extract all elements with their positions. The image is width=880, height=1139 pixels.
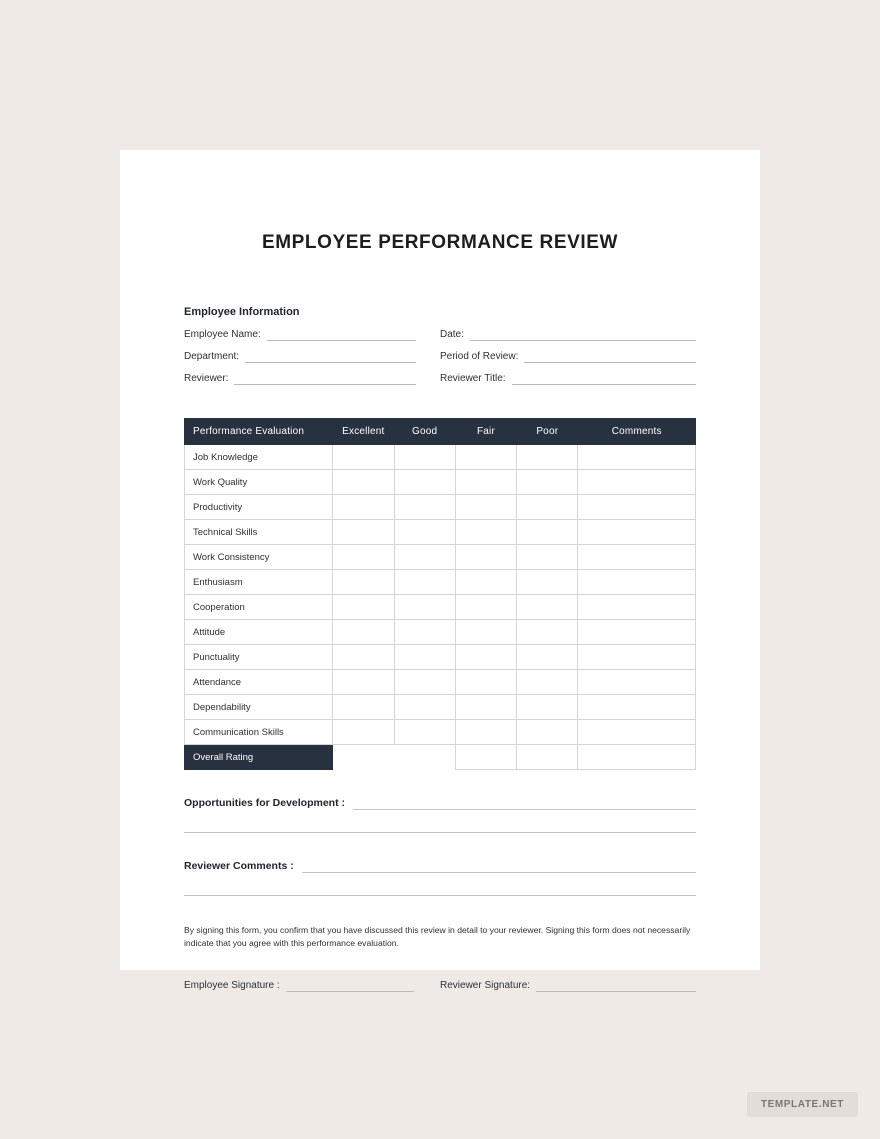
field-input-employee-signature[interactable] [286, 979, 414, 992]
info-row [184, 372, 696, 385]
performance-evaluation-table [184, 418, 696, 770]
rating-cell-good[interactable] [394, 670, 455, 695]
column-header-fair: Fair [455, 419, 516, 445]
rating-cell-excellent[interactable] [333, 695, 394, 720]
overall-rating-label: Overall Rating [185, 745, 333, 770]
reviewer-comments-input-line-2[interactable] [184, 873, 696, 896]
field-input-date[interactable] [470, 328, 696, 341]
rating-cell-fair[interactable] [455, 720, 516, 745]
rating-cell-fair[interactable] [455, 545, 516, 570]
comments-cell[interactable] [578, 545, 696, 570]
comments-cell[interactable] [578, 695, 696, 720]
rating-cell-poor[interactable] [517, 670, 578, 695]
field-employee-name[interactable] [184, 328, 440, 341]
column-header-good: Good [394, 419, 455, 445]
criterion-label: Cooperation [185, 595, 333, 620]
field-label-reviewer: Reviewer: [184, 373, 229, 384]
rating-cell-fair[interactable] [455, 520, 516, 545]
overall-rating-cell-good[interactable] [394, 745, 455, 770]
rating-cell-poor[interactable] [517, 720, 578, 745]
rating-cell-good[interactable] [394, 645, 455, 670]
rating-cell-poor[interactable] [517, 470, 578, 495]
rating-cell-fair[interactable] [455, 595, 516, 620]
reviewer-comments-label: Reviewer Comments : [184, 860, 294, 872]
field-label-employee-name: Employee Name: [184, 329, 261, 340]
criterion-label: Punctuality [185, 645, 333, 670]
column-header-performance-evaluation: Performance Evaluation [185, 419, 333, 445]
table-row [185, 520, 696, 545]
column-header-excellent: Excellent [333, 419, 394, 445]
field-reviewer[interactable] [184, 372, 440, 385]
rating-cell-poor[interactable] [517, 645, 578, 670]
rating-cell-poor[interactable] [517, 620, 578, 645]
field-input-department[interactable] [245, 350, 416, 363]
table-row [185, 545, 696, 570]
rating-cell-excellent[interactable] [333, 620, 394, 645]
field-label-department: Department: [184, 351, 240, 362]
table-row [185, 570, 696, 595]
document-sheet [120, 150, 760, 991]
employee-information-fields [184, 328, 696, 394]
field-input-period-of-review[interactable] [524, 350, 696, 363]
rating-cell-good[interactable] [394, 495, 455, 520]
rating-cell-excellent[interactable] [333, 470, 394, 495]
rating-cell-excellent[interactable] [333, 545, 394, 570]
field-employee-signature[interactable] [184, 979, 440, 992]
field-date[interactable] [440, 328, 696, 341]
rating-cell-excellent[interactable] [333, 570, 394, 595]
column-header-comments: Comments [578, 419, 696, 445]
rating-cell-fair[interactable] [455, 470, 516, 495]
page-title: EMPLOYEE PERFORMANCE REVIEW [261, 232, 619, 253]
rating-cell-excellent[interactable] [333, 520, 394, 545]
criterion-label: Attitude [185, 620, 333, 645]
comments-cell[interactable] [578, 495, 696, 520]
rating-cell-excellent[interactable] [333, 670, 394, 695]
field-label-date: Date: [440, 329, 464, 340]
reviewer-comments-head [184, 859, 696, 873]
field-label-period-of-review: Period of Review: [440, 351, 519, 362]
comments-cell[interactable] [578, 720, 696, 745]
rating-cell-good[interactable] [394, 520, 455, 545]
field-input-reviewer-signature[interactable] [536, 979, 696, 992]
rating-cell-excellent[interactable] [333, 645, 394, 670]
signature-disclaimer: By signing this form, you confirm that you have discussed this review in detail to your reviewer. Signing this form does not necessarily indicate that you agree with this performance evaluation. [184, 925, 691, 948]
field-label-reviewer-title: Reviewer Title: [440, 373, 506, 384]
rating-cell-excellent[interactable] [333, 495, 394, 520]
field-reviewer-signature[interactable] [440, 979, 696, 992]
rating-cell-poor[interactable] [517, 520, 578, 545]
comments-cell[interactable] [578, 570, 696, 595]
rating-cell-good[interactable] [394, 445, 455, 470]
info-row [184, 328, 696, 341]
rating-cell-good[interactable] [394, 695, 455, 720]
rating-cell-poor[interactable] [517, 445, 578, 470]
column-header-poor: Poor [517, 419, 578, 445]
reviewer-comments-block [184, 859, 696, 896]
rating-cell-good[interactable] [394, 545, 455, 570]
field-input-reviewer[interactable] [234, 372, 416, 385]
table-row-overall-rating [185, 745, 696, 770]
rating-cell-fair[interactable] [455, 495, 516, 520]
table-row [185, 470, 696, 495]
table-header-row [185, 419, 696, 445]
criterion-label: Attendance [185, 670, 333, 695]
rating-cell-fair[interactable] [455, 620, 516, 645]
info-row [184, 350, 696, 363]
overall-rating-comments-cell[interactable] [578, 745, 696, 770]
reviewer-comments-input-line-1[interactable] [302, 860, 696, 873]
rating-cell-fair[interactable] [455, 645, 516, 670]
rating-cell-poor[interactable] [517, 570, 578, 595]
rating-cell-good[interactable] [394, 620, 455, 645]
table-row [185, 595, 696, 620]
rating-cell-poor[interactable] [517, 495, 578, 520]
criterion-label: Job Knowledge [185, 445, 333, 470]
field-label-employee-signature: Employee Signature : [184, 980, 280, 991]
rating-cell-poor[interactable] [517, 545, 578, 570]
rating-cell-good[interactable] [394, 720, 455, 745]
criterion-label: Work Consistency [185, 545, 333, 570]
comments-cell[interactable] [578, 670, 696, 695]
field-department[interactable] [184, 350, 440, 363]
rating-cell-excellent[interactable] [333, 720, 394, 745]
comments-cell[interactable] [578, 520, 696, 545]
table-row [185, 495, 696, 520]
comments-cell[interactable] [578, 645, 696, 670]
opportunities-input-line-1[interactable] [353, 797, 696, 810]
overall-rating-cell-fair[interactable] [455, 745, 516, 770]
table-row [185, 695, 696, 720]
table-row [185, 720, 696, 745]
comments-cell[interactable] [578, 595, 696, 620]
field-input-employee-name[interactable] [267, 328, 416, 341]
overall-rating-cell-poor[interactable] [517, 745, 578, 770]
criterion-label: Productivity [185, 495, 333, 520]
comments-cell[interactable] [578, 470, 696, 495]
overall-rating-cell-excellent[interactable] [333, 745, 394, 770]
table-row [185, 670, 696, 695]
comments-cell[interactable] [578, 620, 696, 645]
table-row [185, 645, 696, 670]
field-reviewer-title[interactable] [440, 372, 696, 385]
rating-cell-excellent[interactable] [333, 445, 394, 470]
opportunities-label: Opportunities for Development : [184, 797, 346, 809]
field-input-reviewer-title[interactable] [512, 372, 696, 385]
opportunities-for-development-block [184, 796, 696, 833]
signature-row [184, 979, 696, 992]
section-heading-employee-information: Employee Information [184, 306, 300, 318]
rating-cell-fair[interactable] [455, 445, 516, 470]
criterion-label: Technical Skills [185, 520, 333, 545]
rating-cell-poor[interactable] [517, 695, 578, 720]
rating-cell-good[interactable] [394, 595, 455, 620]
table-row [185, 445, 696, 470]
rating-cell-fair[interactable] [455, 670, 516, 695]
field-period-of-review[interactable] [440, 350, 696, 363]
rating-cell-poor[interactable] [517, 595, 578, 620]
watermark-badge: TEMPLATE.NET [747, 1092, 858, 1117]
opportunities-input-line-2[interactable] [184, 810, 696, 833]
table-row [185, 620, 696, 645]
criterion-label: Enthusiasm [185, 570, 333, 595]
comments-cell[interactable] [578, 445, 696, 470]
opportunities-head [184, 796, 696, 810]
field-label-reviewer-signature: Reviewer Signature: [440, 980, 531, 991]
rating-cell-excellent[interactable] [333, 595, 394, 620]
rating-cell-good[interactable] [394, 470, 455, 495]
criterion-label: Dependability [185, 695, 333, 720]
rating-cell-fair[interactable] [455, 695, 516, 720]
criterion-label: Work Quality [185, 470, 333, 495]
table-body [185, 445, 696, 770]
criterion-label: Communication Skills [185, 720, 333, 745]
rating-cell-fair[interactable] [455, 570, 516, 595]
rating-cell-good[interactable] [394, 570, 455, 595]
